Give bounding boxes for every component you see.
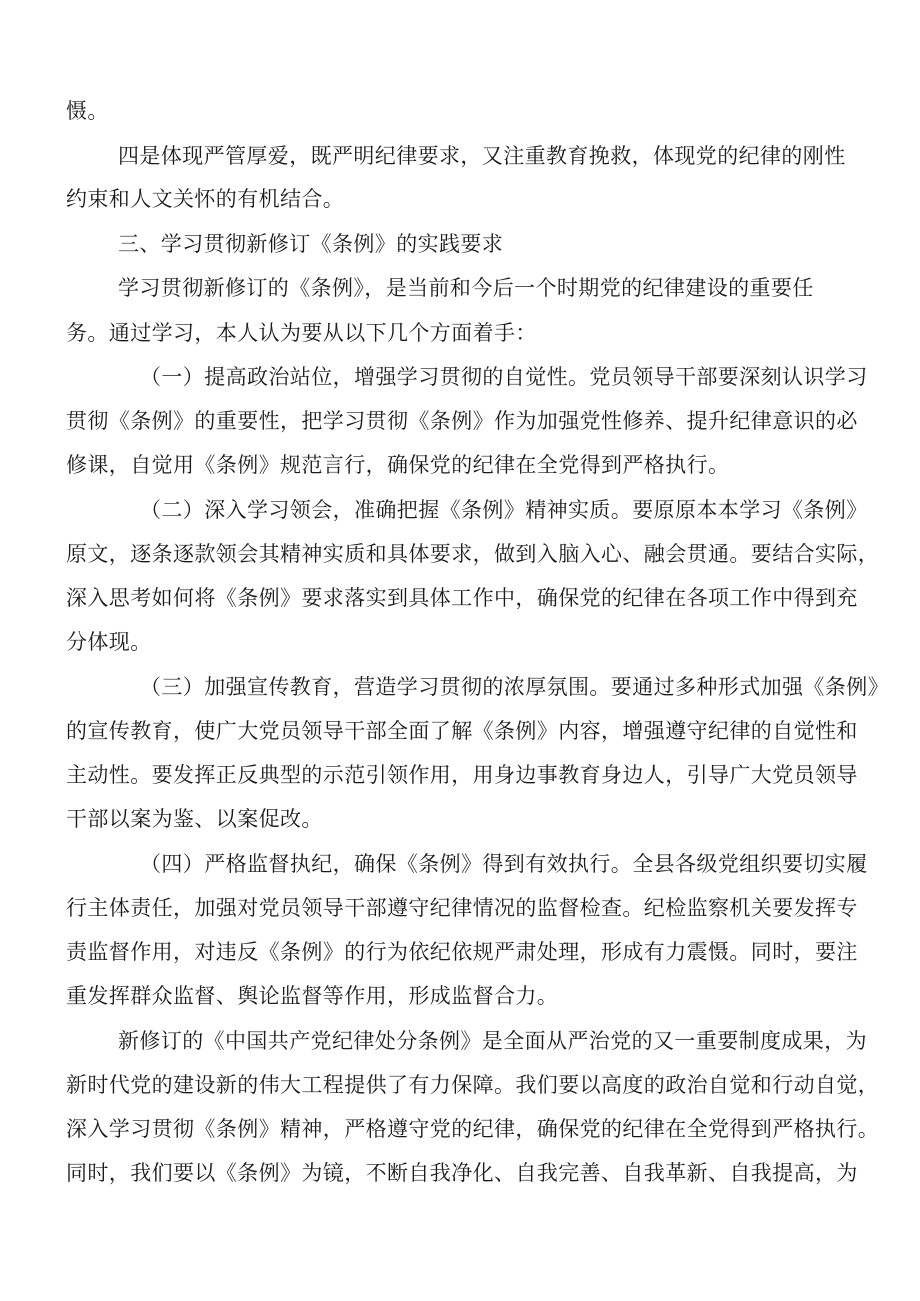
text-line: （一）提高政治站位，增强学习贯彻的自觉性。党员领导干部要深刻认识学习	[140, 365, 868, 389]
text-line: 分体现。	[66, 630, 152, 654]
text-line: 新时代党的建设新的伟大工程提供了有力保障。我们要以高度的政治自觉和行动自觉，	[66, 1073, 880, 1097]
text-line: （四）严格监督执纪，确保《条例》得到有效执行。全县各级党组织要切实履	[140, 852, 868, 876]
text-line: 责监督作用，对违反《条例》的行为依纪依规严肃处理，形成有力震慑。同时，要注	[66, 940, 858, 964]
text-line: 务。通过学习，本人认为要从以下几个方面着手：	[66, 321, 537, 345]
text-line: 修课，自觉用《条例》规范言行，确保党的纪律在全党得到严格执行。	[66, 453, 730, 477]
section-heading: 三、学习贯彻新修订《条例》的实践要求	[118, 232, 504, 256]
text-line: 干部以案为鉴、以案促改。	[66, 807, 323, 831]
text-line: 四是体现严管厚爱，既严明纪律要求，又注重教育挽救，体现党的纪律的刚性	[118, 144, 846, 168]
text-line: 深入学习贯彻《条例》精神，严格遵守党的纪律，确保党的纪律在全党得到严格执行。	[66, 1117, 880, 1141]
text-line: 深入思考如何将《条例》要求落实到具体工作中，确保党的纪律在各项工作中得到充	[66, 586, 858, 610]
text-line: 重发挥群众监督、舆论监督等作用，形成监督合力。	[66, 984, 559, 1008]
text-line: 贯彻《条例》的重要性，把学习贯彻《条例》作为加强党性修养、提升纪律意识的必	[66, 409, 858, 433]
text-line: 新修订的《中国共产党纪律处分条例》是全面从严治党的又一重要制度成果，为	[118, 1029, 867, 1053]
text-line: 约束和人文关怀的有机结合。	[66, 187, 345, 211]
text-line: （三）加强宣传教育，营造学习贯彻的浓厚氛围。要通过多种形式加强《条例》	[140, 675, 889, 699]
text-line: （二）深入学习领会，准确把握《条例》精神实质。要原原本本学习《条例》	[140, 498, 868, 522]
text-line: 慑。	[66, 99, 109, 123]
text-line: 行主体责任，加强对党员领导干部遵守纪律情况的监督检查。纪检监察机关要发挥专	[66, 896, 858, 920]
text-line: 学习贯彻新修订的《条例》，是当前和今后一个时期党的纪律建设的重要任	[118, 276, 814, 300]
text-line: 的宣传教育，使广大党员领导干部全面了解《条例》内容，增强遵守纪律的自觉性和	[66, 719, 858, 743]
text-line: 主动性。要发挥正反典型的示范引领作用，用身边事教育身边人，引导广大党员领导	[66, 763, 858, 787]
text-line: 原文，逐条逐款领会其精神实质和具体要求，做到入脑入心、融会贯通。要结合实际，	[66, 542, 880, 566]
text-line: 同时，我们要以《条例》为镜，不断自我净化、自我完善、自我革新、自我提高，为	[66, 1161, 858, 1185]
